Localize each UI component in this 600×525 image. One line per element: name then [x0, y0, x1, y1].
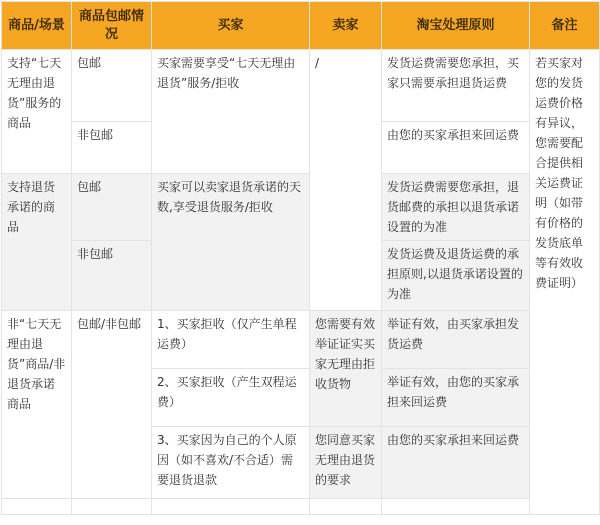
spacer-cell [310, 499, 382, 515]
cell-seller-agree: 您同意买家无理由退货的要求 [310, 427, 382, 499]
header-seller: 卖家 [310, 2, 382, 50]
cell-rule: 举证有效，由您的买家承担来回运费 [382, 369, 530, 427]
cell-buyer-reject-two-way: 2、买家拒收（产生双程运费） [152, 369, 310, 427]
header-scene: 商品/场景 [2, 2, 72, 50]
header-rule: 淘宝处理原则 [382, 2, 530, 50]
cell-rule: 由您的买家承担来回运费 [382, 122, 530, 174]
cell-rule: 发货运费需要您承担，买家只需要承担退货运费 [382, 50, 530, 122]
shipping-policy-table [1, 1, 600, 515]
header-row [2, 2, 600, 50]
table-row [2, 311, 600, 369]
cell-buyer-seven-day: 买家需要享受“七天无理由退货”服务/拒收 [152, 50, 310, 174]
table-row [2, 50, 600, 122]
cell-shipping-free: 包邮 [72, 50, 152, 122]
spacer-cell [382, 499, 530, 515]
cell-scene-return-promise: 支持退货承诺的商品 [2, 174, 72, 311]
cell-scene-non-returnable: 非“七天无理由退货”商品/非退货承诺商品 [2, 311, 72, 499]
spacer-cell [152, 499, 310, 515]
table-row [2, 174, 600, 241]
cell-buyer-reject-one-way: 1、买家拒收（仅产生单程运费） [152, 311, 310, 369]
cell-buyer-return-promise: 买家可以卖家退货承诺的天数,享受退货服务/拒收 [152, 174, 310, 311]
cell-shipping-not-free: 非包邮 [72, 122, 152, 174]
cell-remark: 若买家对您的发货运费价格有异议，您需要配合提供相关运费证明（如带有价格的发货底单等有效收费证明） [530, 50, 600, 515]
cell-seller-none: / [310, 50, 382, 311]
cell-buyer-personal-reason: 3、买家因为自己的个人原因（如不喜欢/不合适）需要退货退款 [152, 427, 310, 499]
spacer-cell [2, 499, 72, 515]
header-remark: 备注 [530, 2, 600, 50]
header-shipping: 商品包邮情况 [72, 2, 152, 50]
spacer-cell [72, 499, 152, 515]
cell-rule: 发货运费需要您承担，退货邮费的承担以退货承诺设置的为准 [382, 174, 530, 241]
cell-rule: 由您的买家承担来回运费 [382, 427, 530, 499]
cell-shipping-not-free: 非包邮 [72, 241, 152, 311]
header-buyer: 买家 [152, 2, 310, 50]
cell-shipping-any: 包邮/非包邮 [72, 311, 152, 499]
cell-rule: 举证有效，由买家承担发货运费 [382, 311, 530, 369]
cell-shipping-free: 包邮 [72, 174, 152, 241]
cell-seller-proof: 您需要有效举证证实买家无理由拒收货物 [310, 311, 382, 427]
cell-rule: 发货运费及退货运费的承担原则,以退货承诺设置的为准 [382, 241, 530, 311]
cell-scene-seven-day: 支持“七天无理由退货”服务的商品 [2, 50, 72, 174]
table-row-spacer [2, 499, 600, 515]
